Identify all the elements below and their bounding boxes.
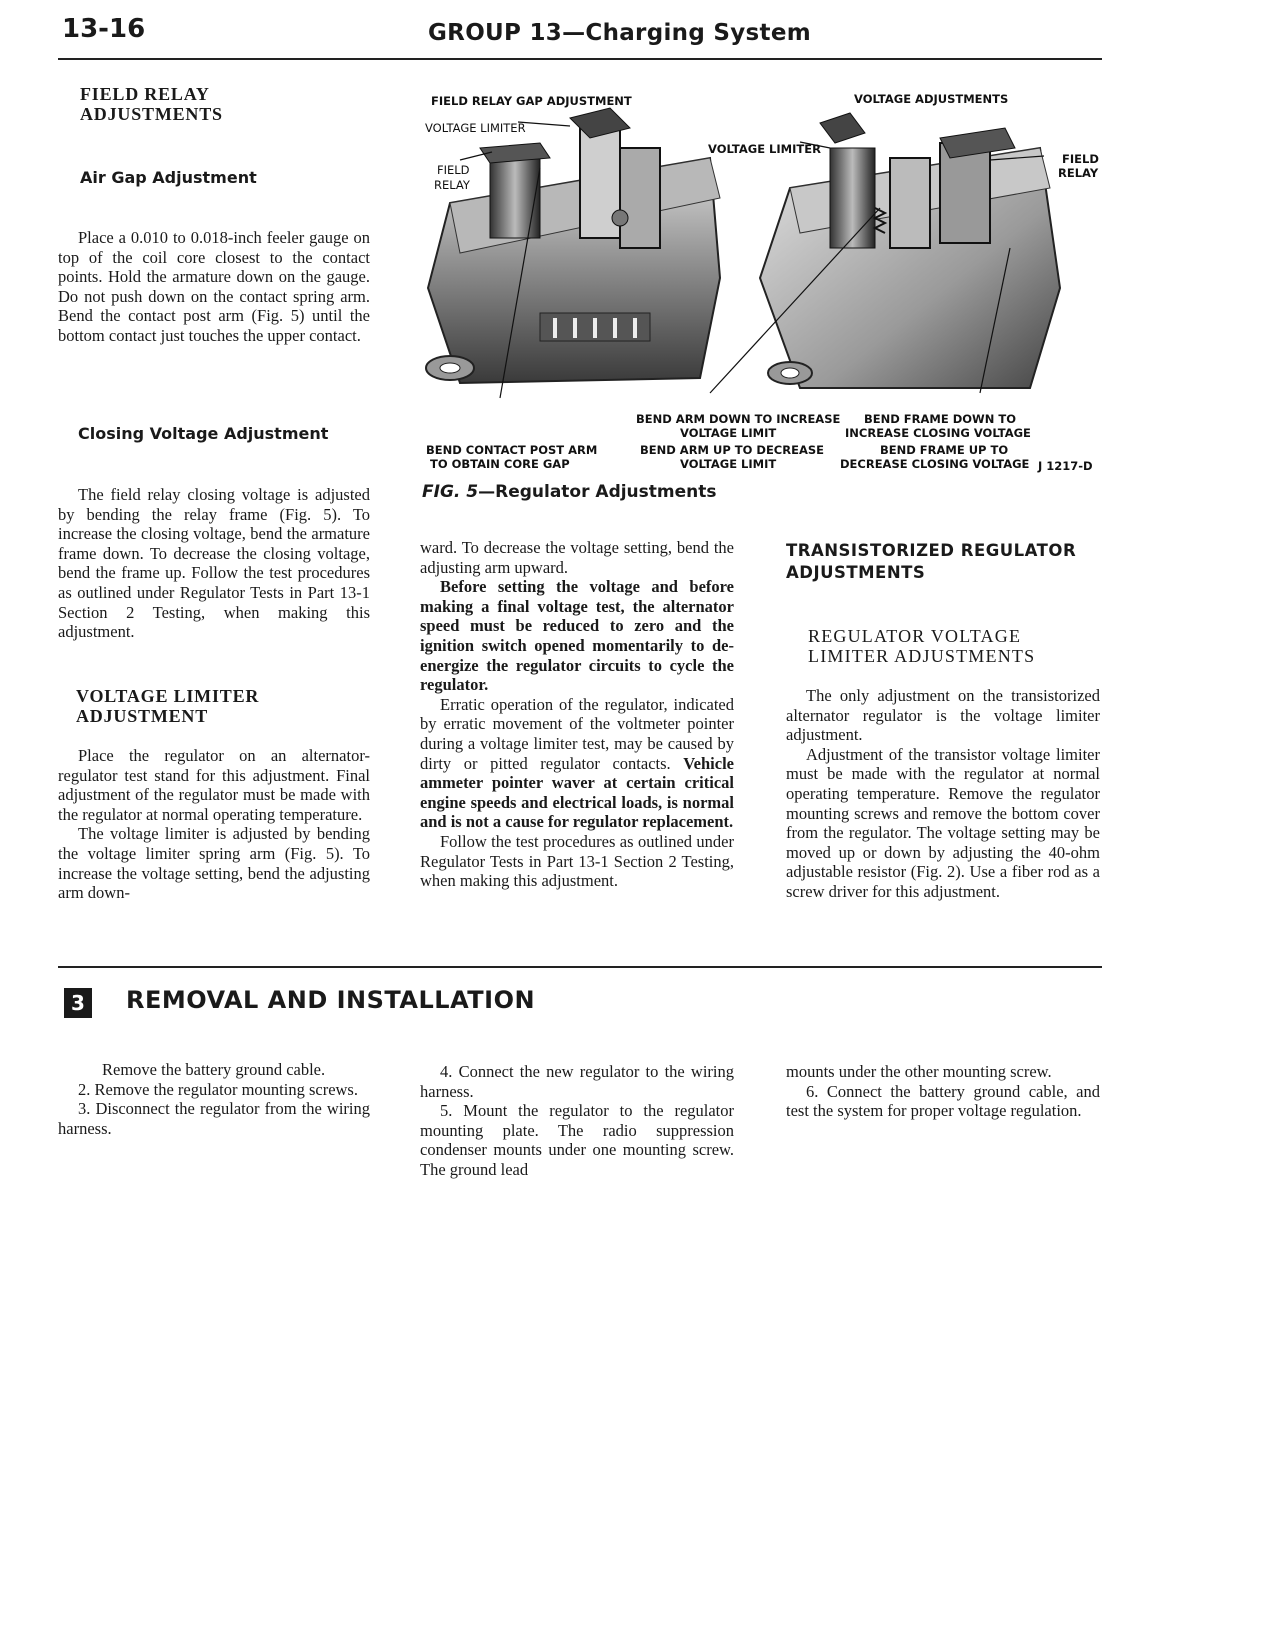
col2-erratic-paragraph <box>420 695 734 832</box>
removal-col2 <box>420 1062 734 1180</box>
removal-step6: 6. Connect the battery ground cable, and test the system for proper voltage regulation. <box>786 1081 1100 1121</box>
removal-col3 <box>786 1062 1100 1121</box>
col2-erratic-bold: Vehicle ammeter pointer waver at certain critical engine speeds and electrical loads, is normal and is not a cause for regulator replacement. <box>420 753 734 832</box>
transistorized-heading-line1: TRANSISTORIZED REGULATOR <box>786 541 1077 560</box>
caption-fig-number: FIG. 5 <box>422 482 479 502</box>
label-voltage-adjustments: VOLTAGE ADJUSTMENTS <box>854 92 1009 106</box>
column-2 <box>420 538 734 891</box>
col3-text1: The only adjustment on the transistorized alternator regulator is the voltage limiter adjustment. <box>786 686 1100 745</box>
left-regulator <box>426 108 720 383</box>
page-number: 13-16 <box>62 14 146 44</box>
voltage-limiter-paragraphs <box>58 746 370 903</box>
label-frame-down-2: INCREASE CLOSING VOLTAGE <box>845 426 1031 440</box>
label-frame-up-1: BEND FRAME UP TO <box>880 443 1009 457</box>
removal-step1: Remove the battery ground cable. <box>102 1060 326 1079</box>
removal-step5: 5. Mount the regulator to the regulator mounting plate. The radio suppression condenser mounts under one mounting screw. The ground lead <box>420 1101 734 1179</box>
closing-voltage-heading-text: Closing Voltage Adjustment <box>78 424 329 443</box>
air-gap-heading-text: Air Gap Adjustment <box>80 168 257 187</box>
closing-voltage-heading <box>58 424 390 444</box>
caption-text: —Regulator Adjustments <box>478 482 717 502</box>
voltage-limiter-text1: Place the regulator on an alternator-regulator test stand for this adjustment. Final adjustment of the regulator must be made with the regulator at normal operating temperature. <box>58 746 370 824</box>
label-relay-right-2: RELAY <box>1058 166 1099 180</box>
removal-step2: 2. Remove the regulator mounting screws. <box>78 1079 358 1099</box>
group-title: GROUP 13—Charging System <box>428 20 812 46</box>
figure-caption <box>422 482 717 502</box>
section-title: REMOVAL AND INSTALLATION <box>126 986 536 1014</box>
label-field-left-1: FIELD <box>437 163 470 177</box>
voltage-limiter-heading-line2: ADJUSTMENT <box>76 706 209 726</box>
col2-continued-text: ward. To decrease the voltage setting, bend the adjusting arm upward. <box>420 538 734 577</box>
col3-text2: Adjustment of the transistor voltage limiter must be made with the regulator at normal operating temperature. Remove the regulator mounting screws and remove the bottom cover from the regulator. The voltage setting may be moved up or down by adjusting the 40-ohm adjustable resistor (Fig. 2). Use a fiber rod as a screw driver for this adjustment. <box>786 744 1100 901</box>
label-bend-contact-2: TO OBTAIN CORE GAP <box>430 457 570 471</box>
label-arm-down-2: VOLTAGE LIMIT <box>680 426 777 440</box>
label-arm-down-1: BEND ARM DOWN TO INCREASE <box>636 412 841 426</box>
removal-col1 <box>58 1060 370 1138</box>
reg-voltage-heading-line2: LIMITER ADJUSTMENTS <box>808 646 1036 666</box>
removal-step3: 3. Disconnect the regulator from the wiring harness. <box>58 1099 370 1138</box>
removal-step5-cont: mounts under the other mounting screw. <box>786 1062 1052 1081</box>
transistorized-heading <box>786 540 1100 584</box>
transistorized-heading-line2: ADJUSTMENTS <box>786 563 926 582</box>
col2-erratic-normal: Erratic operation of the regulator, indicated by erratic movement of the voltmeter pointer during a voltage limiter test, may be caused by dirty or pitted regulator contacts. <box>420 694 734 773</box>
field-relay-heading-line1: FIELD RELAY <box>80 84 210 104</box>
air-gap-text: Place a 0.010 to 0.018-inch feeler gauge on top of the coil core closest to the contact points. Hold the armature down on the gauge. Do not push down on the contact spring arm. Bend the contact post arm (Fig. 5) until the bottom contact just touches the upper contact. <box>58 228 370 345</box>
col2-follow-text: Follow the test procedures as outlined under Regulator Tests in Part 13-1 Section 2 Testing, when making this adjustment. <box>420 831 734 891</box>
col3-paragraphs <box>786 686 1100 902</box>
voltage-limiter-text2: The voltage limiter is adjusted by bending the voltage limiter spring arm (Fig. 5). To increase the voltage setting, bend the adjusting arm down- <box>58 824 370 903</box>
field-relay-heading-line2: ADJUSTMENTS <box>80 104 223 124</box>
section-number-box: 3 <box>64 988 92 1018</box>
label-voltage-limiter-left: VOLTAGE LIMITER <box>425 121 526 135</box>
removal-step4: 4. Connect the new regulator to the wiring harness. <box>420 1062 734 1101</box>
reg-voltage-heading <box>786 626 1100 666</box>
air-gap-paragraph <box>58 228 370 346</box>
label-voltage-limiter-right: VOLTAGE LIMITER <box>708 142 821 156</box>
label-field-relay-gap: FIELD RELAY GAP ADJUSTMENT <box>431 94 632 108</box>
section-rule <box>58 966 1102 968</box>
reg-voltage-heading-line1: REGULATOR VOLTAGE <box>808 626 1022 646</box>
header-rule <box>58 58 1102 60</box>
label-figure-code: J 1217-D <box>1038 459 1093 473</box>
label-relay-left-2: RELAY <box>434 178 470 192</box>
col2-before-setting: Before setting the voltage and before making a final voltage test, the alternator speed must be reduced to zero and the ignition switch opened momentarily to de-energize the regulator circuits to cycle the regulator. <box>420 577 734 695</box>
label-frame-down-1: BEND FRAME DOWN TO <box>864 412 1016 426</box>
voltage-limiter-heading-line1: VOLTAGE LIMITER <box>76 686 260 706</box>
closing-voltage-paragraph <box>58 485 370 642</box>
field-relay-heading <box>58 84 370 124</box>
label-arm-up-2: VOLTAGE LIMIT <box>680 457 777 471</box>
air-gap-heading <box>58 168 392 188</box>
closing-voltage-text: The field relay closing voltage is adjusted by bending the relay frame (Fig. 5). To increase the closing voltage, bend the armature frame down. To decrease the closing voltage, bend the frame up. Follow the test procedures as outlined under Regulator Tests in Part 13-1 Section 2 Testing, when making this adjustment. <box>58 485 370 642</box>
label-frame-up-2: DECREASE CLOSING VOLTAGE <box>840 457 1030 471</box>
voltage-limiter-heading <box>58 686 370 726</box>
label-arm-up-1: BEND ARM UP TO DECREASE <box>640 443 824 457</box>
label-field-right-1: FIELD <box>1062 152 1099 166</box>
label-bend-contact-1: BEND CONTACT POST ARM <box>426 443 598 457</box>
